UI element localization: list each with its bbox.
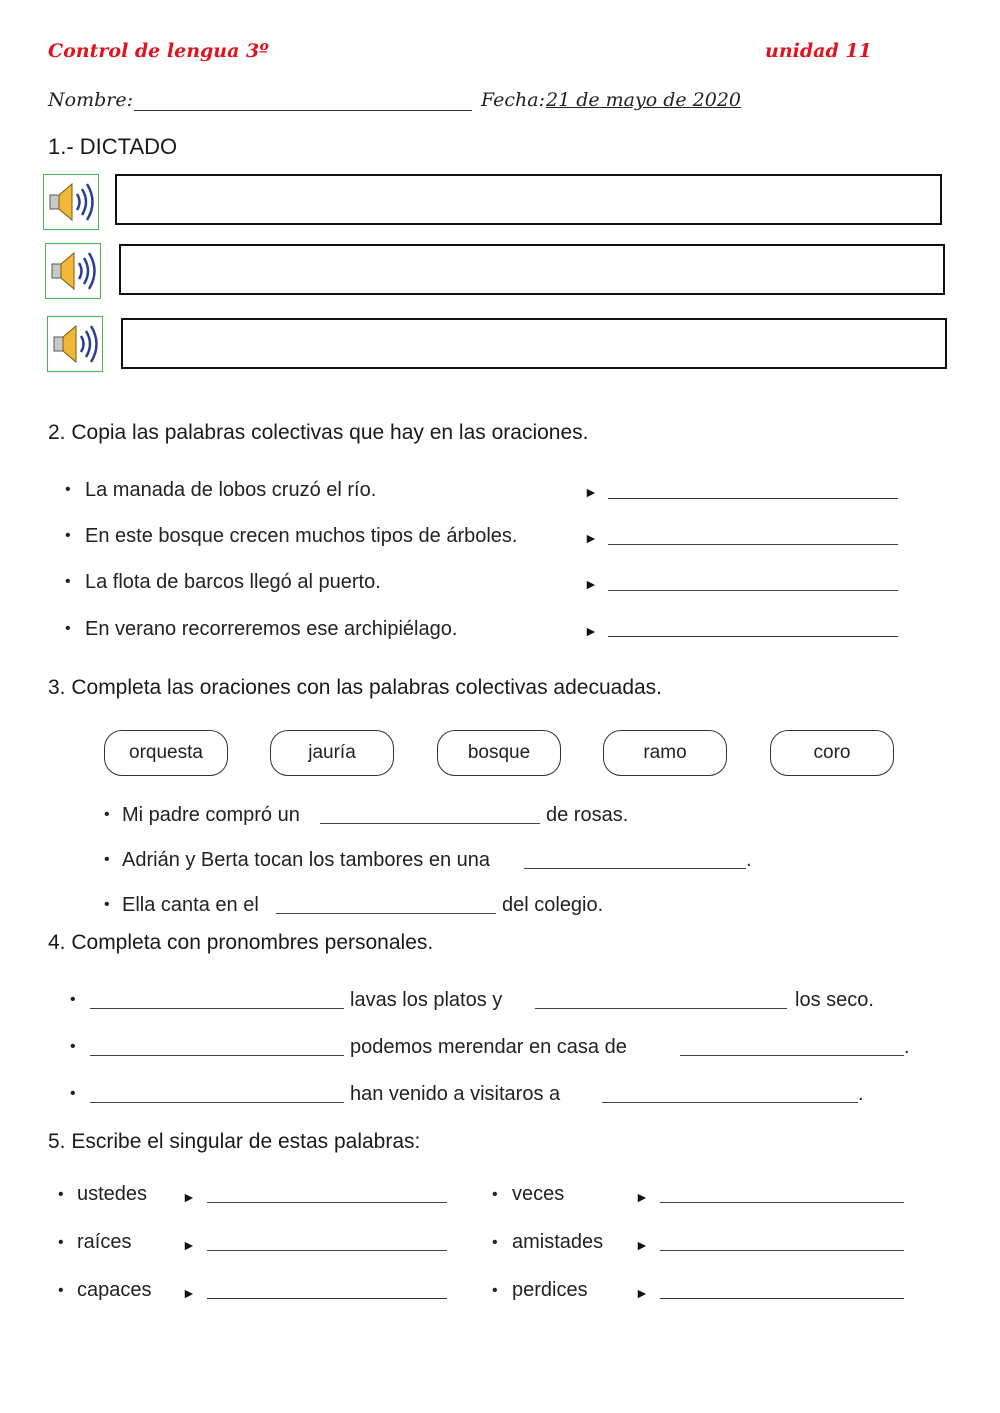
dictation-box-2[interactable] xyxy=(119,244,945,295)
play-audio-button-3[interactable] xyxy=(47,316,103,372)
arrow-icon: ► xyxy=(182,1189,196,1205)
s4-pronoun-input[interactable] xyxy=(602,1078,858,1103)
s2-sentence: La manada de lobos cruzó el río. xyxy=(85,479,377,501)
dictation-box-1[interactable] xyxy=(115,174,942,225)
arrow-icon: ► xyxy=(635,1237,649,1253)
bullet: • xyxy=(58,1282,64,1299)
s4-pronoun-input[interactable] xyxy=(90,1078,344,1103)
s2-answer-input[interactable] xyxy=(608,612,898,637)
s4-sentence-end: . xyxy=(904,1036,910,1058)
s5-plural-word: amistades xyxy=(512,1231,604,1253)
s4-sentence-middle: han venido a visitaros a xyxy=(350,1083,561,1105)
s5-singular-input[interactable] xyxy=(207,1178,447,1203)
s2-sentence: La flota de barcos llegó al puerto. xyxy=(85,571,381,593)
bullet: • xyxy=(492,1234,498,1251)
s5-plural-word: raíces xyxy=(77,1231,132,1253)
play-audio-button-2[interactable] xyxy=(45,243,101,299)
s4-pronoun-input[interactable] xyxy=(680,1031,904,1056)
arrow-icon: ► xyxy=(635,1285,649,1301)
word-chip-jauria[interactable]: jauría xyxy=(270,730,394,776)
s5-singular-input[interactable] xyxy=(660,1226,904,1251)
arrow-icon: ► xyxy=(584,484,598,500)
arrow-icon: ► xyxy=(584,623,598,639)
s4-pronoun-input[interactable] xyxy=(90,1031,344,1056)
s3-sentence-end: . xyxy=(746,849,752,871)
section-3-title: 3. Completa las oraciones con las palabras colectivas adecuadas. xyxy=(48,676,663,699)
word-chip-bosque[interactable]: bosque xyxy=(437,730,561,776)
s3-answer-input[interactable] xyxy=(320,799,540,824)
bullet: • xyxy=(104,851,110,868)
date-value: 21 de mayo de 2020 xyxy=(546,89,742,111)
word-chip-coro[interactable]: coro xyxy=(770,730,894,776)
s3-answer-input[interactable] xyxy=(524,844,746,869)
s5-singular-input[interactable] xyxy=(207,1226,447,1251)
section-2-title: 2. Copia las palabras colectivas que hay en las oraciones. xyxy=(48,421,589,444)
bullet: • xyxy=(104,896,110,913)
s4-sentence-middle: lavas los platos y xyxy=(350,989,503,1011)
s3-sentence-start: Mi padre compró un xyxy=(122,804,300,826)
section-4-title: 4. Completa con pronombres personales. xyxy=(48,931,434,954)
s3-sentence-end: del colegio. xyxy=(502,894,604,916)
word-chip-ramo[interactable]: ramo xyxy=(603,730,727,776)
bullet: • xyxy=(492,1282,498,1299)
unit-label: unidad 11 xyxy=(765,40,872,62)
bullet: • xyxy=(58,1186,64,1203)
s3-answer-input[interactable] xyxy=(276,889,496,914)
s2-answer-input[interactable] xyxy=(608,520,898,545)
arrow-icon: ► xyxy=(635,1189,649,1205)
bullet: • xyxy=(70,1085,76,1102)
s2-sentence: En este bosque crecen muchos tipos de árboles. xyxy=(85,525,518,547)
s4-pronoun-input[interactable] xyxy=(535,984,787,1009)
s3-sentence-start: Adrián y Berta tocan los tambores en una xyxy=(122,849,490,871)
bullet: • xyxy=(65,573,71,590)
bullet: • xyxy=(104,806,110,823)
speaker-icon xyxy=(48,317,102,371)
date-label: Fecha: xyxy=(481,89,545,111)
word-chip-orquesta[interactable]: orquesta xyxy=(104,730,228,776)
arrow-icon: ► xyxy=(584,530,598,546)
arrow-icon: ► xyxy=(182,1285,196,1301)
speaker-icon xyxy=(44,175,98,229)
s5-singular-input[interactable] xyxy=(207,1274,447,1299)
s4-sentence-end: los seco. xyxy=(795,989,874,1011)
s5-plural-word: perdices xyxy=(512,1279,588,1301)
bullet: • xyxy=(70,1038,76,1055)
s5-singular-input[interactable] xyxy=(660,1274,904,1299)
s2-answer-input[interactable] xyxy=(608,566,898,591)
bullet: • xyxy=(65,481,71,498)
bullet: • xyxy=(65,527,71,544)
name-input[interactable] xyxy=(134,86,472,111)
s3-sentence-start: Ella canta en el xyxy=(122,894,259,916)
arrow-icon: ► xyxy=(182,1237,196,1253)
bullet: • xyxy=(65,620,71,637)
s2-answer-input[interactable] xyxy=(608,474,898,499)
s5-plural-word: capaces xyxy=(77,1279,152,1301)
section-5-title: 5. Escribe el singular de estas palabras: xyxy=(48,1130,421,1153)
s2-sentence: En verano recorreremos ese archipiélago. xyxy=(85,618,458,640)
bullet: • xyxy=(58,1234,64,1251)
section-1-title: 1.- DICTADO xyxy=(48,134,178,159)
play-audio-button-1[interactable] xyxy=(43,174,99,230)
s5-plural-word: veces xyxy=(512,1183,565,1205)
s4-pronoun-input[interactable] xyxy=(90,984,344,1009)
s3-sentence-end: de rosas. xyxy=(546,804,629,826)
bullet: • xyxy=(70,991,76,1008)
bullet: • xyxy=(492,1186,498,1203)
speaker-icon xyxy=(46,244,100,298)
worksheet-title: Control de lengua 3º xyxy=(48,40,269,62)
s4-sentence-end: . xyxy=(858,1083,864,1105)
arrow-icon: ► xyxy=(584,576,598,592)
name-label: Nombre: xyxy=(48,89,133,111)
s4-sentence-middle: podemos merendar en casa de xyxy=(350,1036,627,1058)
s5-plural-word: ustedes xyxy=(77,1183,148,1205)
dictation-box-3[interactable] xyxy=(121,318,947,369)
s5-singular-input[interactable] xyxy=(660,1178,904,1203)
